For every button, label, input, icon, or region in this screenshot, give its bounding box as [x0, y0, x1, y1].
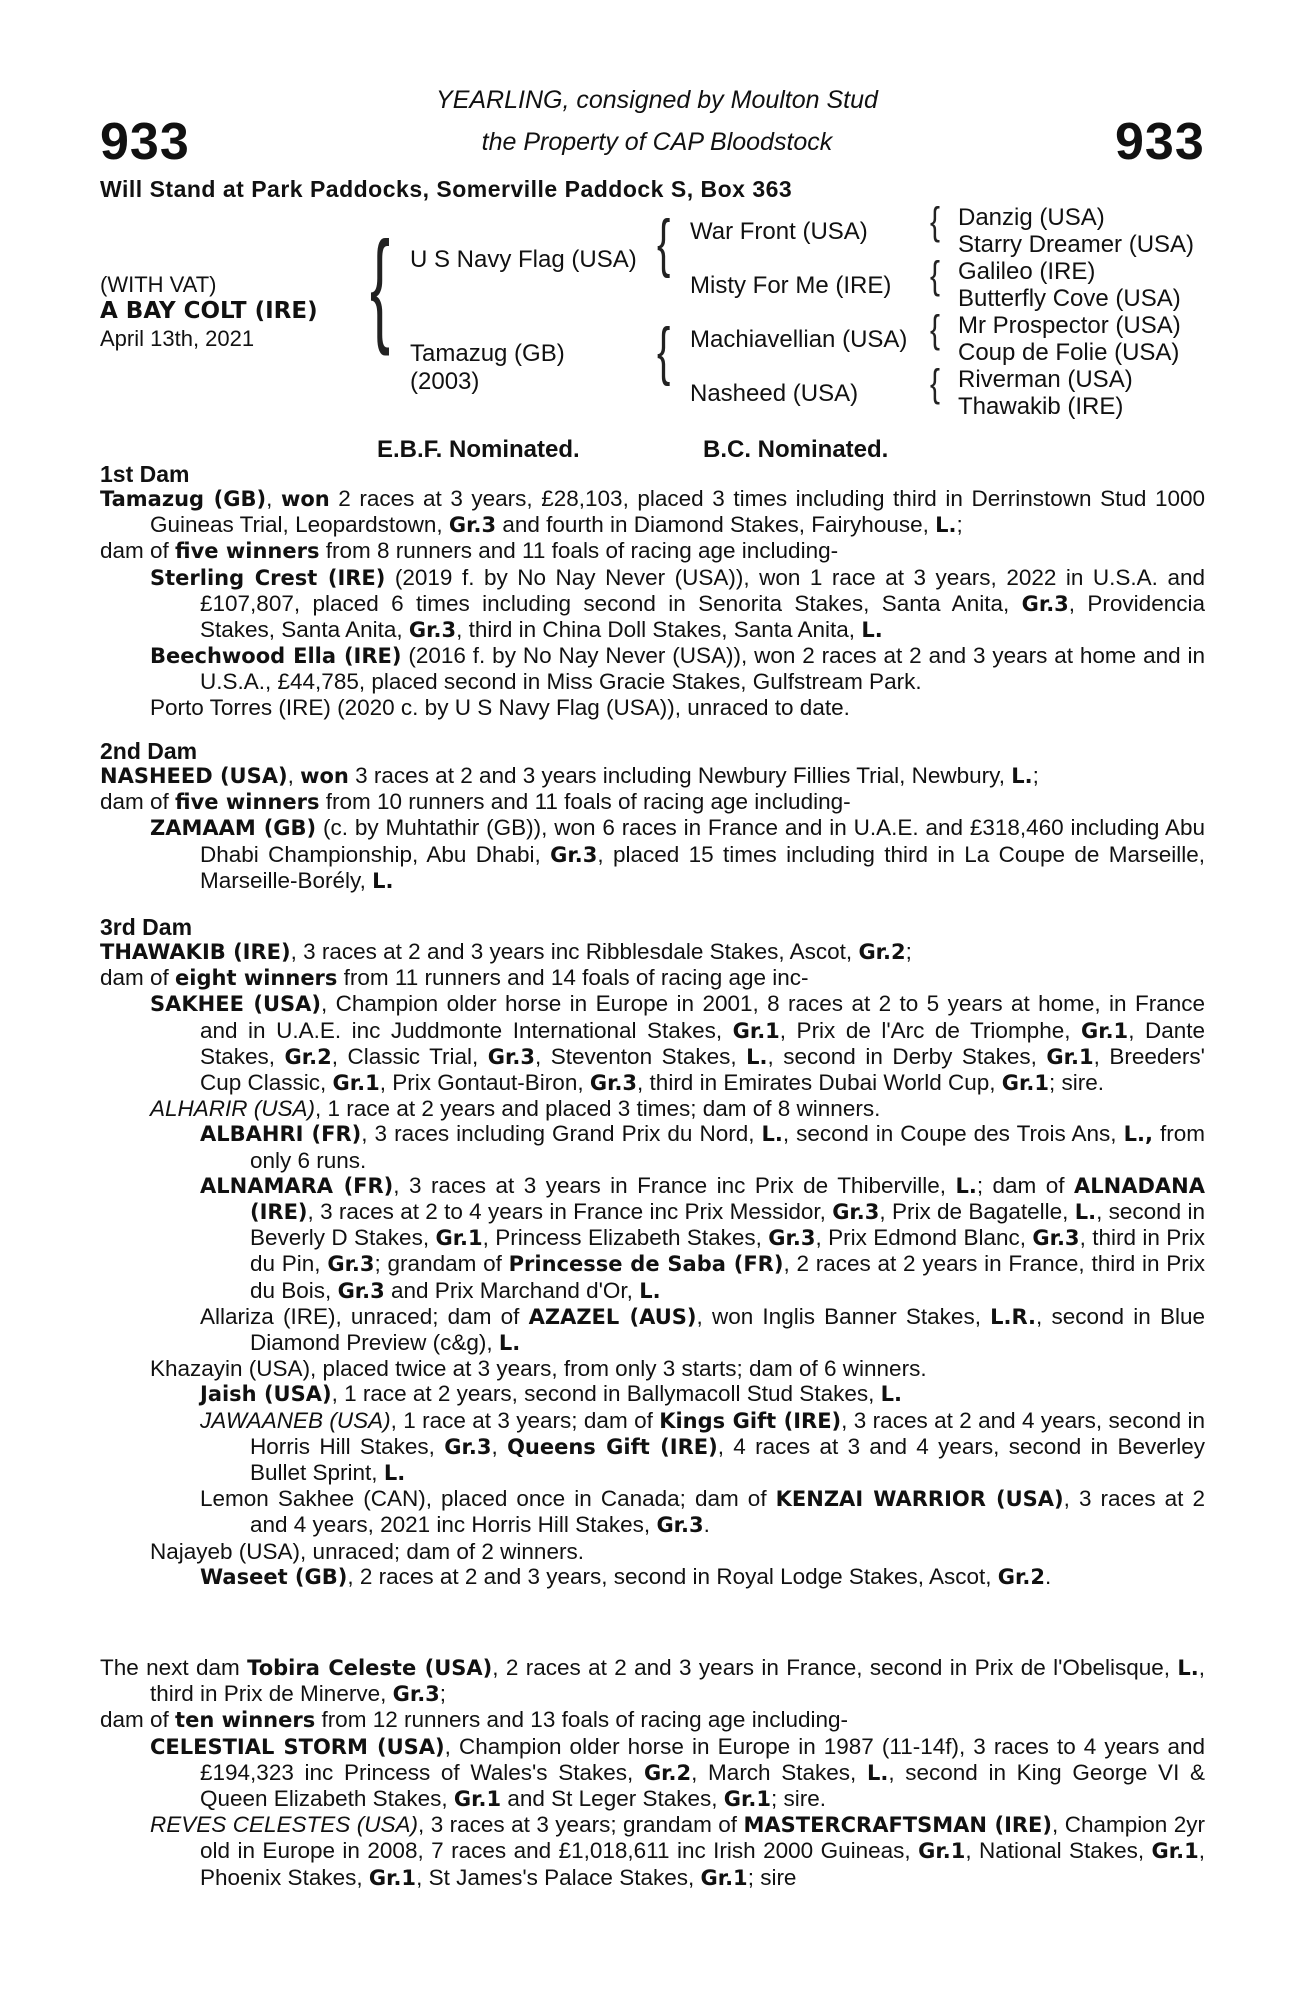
next-dam-record: The next dam Tobira Celeste (USA), 2 races at 2 and 3 years in France, second in Prix de l'Obelisque, L., third in Prix de Minerve, Gr.3; [100, 1655, 1205, 1707]
produce-khazayin: Khazayin (USA), placed twice at 3 years, from only 3 starts; dam of 6 winners. [150, 1356, 927, 1382]
produce-zamaam: ZAMAAM (GB) (c. by Muhtathir (GB)), won 6 races in France and in U.A.E. and £318,460 including Abu Dhabi Championship, Abu Dhabi, Gr.3, placed 15 times including third in La Coupe de Marseille, Marseille-Borély, L. [150, 815, 1206, 893]
third-dam-record: THAWAKIB (IRE), 3 races at 2 and 3 years inc Ribblesdale Stakes, Ascot, Gr.2; [100, 939, 912, 964]
foaling-date: April 13th, 2021 [100, 326, 255, 351]
horse-name: A BAY COLT (IRE) [100, 298, 318, 324]
ebf-nomination: E.B.F. Nominated. [377, 436, 580, 463]
pedigree-g4: Butterfly Cove (USA) [958, 285, 1181, 312]
pedigree-g8: Thawakib (IRE) [958, 393, 1124, 420]
pedigree-dam: Tamazug (GB) [410, 340, 565, 367]
produce-beechwood-ella: Beechwood Ella (IRE) (2016 f. by No Nay Never (USA)), won 2 races at 2 and 3 years at home and in U.S.A., £44,785, placed second in Miss Gracie Stakes, Gulfstream Park. [150, 643, 1205, 695]
produce-alharir: ALHARIR (USA), 1 race at 2 years and placed 3 times; dam of 8 winners. [150, 1096, 881, 1122]
produce-najayeb: Najayeb (USA), unraced; dam of 2 winners. [150, 1538, 584, 1564]
first-dam-record: Tamazug (GB), won 2 races at 3 years, £28,103, placed 3 times including third in Derrinstown Stud 1000 Guineas Trial, Leopardstown, Gr.3 and fourth in Diamond Stakes, Fairyhouse, L.; [100, 486, 1205, 538]
pedigree-sire: U S Navy Flag (USA) [410, 246, 637, 273]
produce-jawaaneb: JAWAANEB (USA), 1 race at 3 years; dam of Kings Gift (IRE), 3 races at 2 and 4 years, second in Horris Hill Stakes, Gr.3, Queens Gift (IRE), 4 races at 3 and 4 years, second in Beverley Bullet Sprint, L. [200, 1407, 1205, 1486]
produce-reves-celestes: REVES CELESTES (USA), 3 races at 3 years; grandam of MASTERCRAFTSMAN (IRE), Champion 2yr old in Europe in 2008, 7 races and £1,018,611 inc Irish 2000 Guineas, Gr.1, National Stakes, Gr.1, Phoenix Stakes, Gr.1, St James's Palace Stakes, Gr.1; sire [150, 1812, 1205, 1890]
produce-albahri: ALBAHRI (FR), 3 races including Grand Prix du Nord, L., second in Coupe des Trois Ans, L., from only 6 runs. [200, 1121, 1205, 1173]
pedigree-sire-sire: War Front (USA) [690, 218, 868, 245]
brace-sire-line: { [657, 208, 671, 279]
third-dam-produce-summary: dam of eight winners from 11 runners and 14 foals of racing age inc- [100, 965, 809, 991]
produce-allariza: Allariza (IRE), unraced; dam of AZAZEL (AUS), won Inglis Banner Stakes, L.R., second in Blue Diamond Preview (c&g), L. [200, 1303, 1205, 1356]
next-dam-produce-summary: dam of ten winners from 12 runners and 13 foals of racing age including- [100, 1707, 849, 1733]
consignment-line-1: YEARLING, consigned by Moulton Stud [436, 86, 878, 114]
produce-lemon-sakhee: Lemon Sakhee (CAN), placed once in Canada; dam of KENZAI WARRIOR (USA), 3 races at 2 and 4 years, 2021 inc Horris Hill Stakes, Gr.3. [200, 1486, 1205, 1538]
stand-location: Will Stand at Park Paddocks, Somerville Paddock S, Box 363 [100, 176, 793, 202]
third-dam-section [100, 939, 1205, 1590]
produce-sterling-crest: Sterling Crest (IRE) (2019 f. by No Nay Never (USA)), won 1 race at 3 years, 2022 in U.S.A. and £107,807, placed 6 times including second in Senorita Stakes, Santa Anita, Gr.3, Providencia Stakes, Santa Anita, Gr.3, third in China Doll Stakes, Santa Anita, L. [150, 564, 1205, 643]
produce-sakhee: SAKHEE (USA), Champion older horse in Europe in 2001, 8 races at 2 to 5 years at home, in France and in U.A.E. inc Juddmonte International Stakes, Gr.1, Prix de l'Arc de Triomphe, Gr.1, Dante Stakes, Gr.2, Classic Trial, Gr.3, Steventon Stakes, L., second in Derby Stakes, Gr.1, Breeders' Cup Classic, Gr.1, Prix Gontaut-Biron, Gr.3, third in Emirates Dubai World Cup, Gr.1; sire. [150, 991, 1205, 1096]
pedigree-g1: Danzig (USA) [958, 204, 1105, 231]
second-dam-produce-summary: dam of five winners from 10 runners and 11 foals of racing age including- [100, 789, 851, 815]
first-dam-produce-summary: dam of five winners from 8 runners and 11 foals of racing age including- [100, 538, 839, 564]
brace-g4: { [930, 362, 941, 406]
pedigree-dam-dam: Nasheed (USA) [690, 380, 859, 407]
produce-waseet: Waseet (GB), 2 races at 2 and 3 years, second in Royal Lodge Stakes, Ascot, Gr.2. [200, 1563, 1052, 1589]
pedigree-sire-dam: Misty For Me (IRE) [690, 272, 892, 299]
first-dam-name: Tamazug (GB) [100, 487, 267, 511]
brace-sire-dam: { [370, 216, 391, 357]
vat-label: (WITH VAT) [100, 272, 217, 297]
pedigree-g3: Galileo (IRE) [958, 258, 1096, 285]
brace-g3: { [930, 308, 941, 352]
pedigree-dam-year: (2003) [410, 368, 480, 395]
lot-number-left: 933 [100, 113, 190, 171]
brace-g1: { [930, 200, 941, 244]
lot-number-right: 933 [1115, 113, 1205, 171]
second-dam-heading: 2nd Dam [100, 738, 198, 764]
first-dam-section [100, 486, 1205, 720]
produce-porto-torres: Porto Torres (IRE) (2020 c. by U S Navy Flag (USA)), unraced to date. [150, 694, 850, 720]
pedigree-dam-sire: Machiavellian (USA) [690, 326, 908, 353]
produce-alnamara: ALNAMARA (FR), 3 races at 3 years in France inc Prix de Thiberville, L.; dam of ALNADANA (IRE), 3 races at 2 to 4 years in France inc Prix Messidor, Gr.3, Prix de Bagatelle, L., second in Beverly D Stakes, Gr.1, Princess Elizabeth Stakes, Gr.3, Prix Edmond Blanc, Gr.3, third in Prix du Pin, Gr.3; grandam of Princesse de Saba (FR), 2 races at 2 years in France, third in Prix du Bois, Gr.3 and Prix Marchand d'Or, L. [200, 1172, 1206, 1303]
pedigree-g7: Riverman (USA) [958, 366, 1133, 393]
produce-jaish: Jaish (USA), 1 race at 2 years, second in Ballymacoll Stud Stakes, L. [200, 1381, 902, 1407]
produce-celestial-storm: CELESTIAL STORM (USA), Champion older horse in Europe in 1987 (11-14f), 3 races to 4 years and £194,323 inc Princess of Wales's Stakes, Gr.2, March Stakes, L., second in King George VI & Queen Elizabeth Stakes, Gr.1 and St Leger Stakes, Gr.1; sire. [150, 1733, 1205, 1812]
next-dam-section [100, 1655, 1205, 1891]
first-dam-heading: 1st Dam [100, 461, 190, 487]
bc-nomination: B.C. Nominated. [703, 436, 889, 463]
third-dam-heading: 3rd Dam [100, 914, 193, 940]
pedigree-g5: Mr Prospector (USA) [958, 312, 1181, 339]
second-dam-section [100, 763, 1205, 894]
brace-g2: { [930, 254, 941, 298]
consignment-line-2: the Property of CAP Bloodstock [481, 128, 833, 156]
pedigree-g2: Starry Dreamer (USA) [958, 231, 1195, 258]
pedigree-g6: Coup de Folie (USA) [958, 339, 1180, 366]
brace-dam-line: { [657, 316, 671, 387]
second-dam-record: NASHEED (USA), won 3 races at 2 and 3 years including Newbury Fillies Trial, Newbury, L.; [100, 763, 1039, 788]
